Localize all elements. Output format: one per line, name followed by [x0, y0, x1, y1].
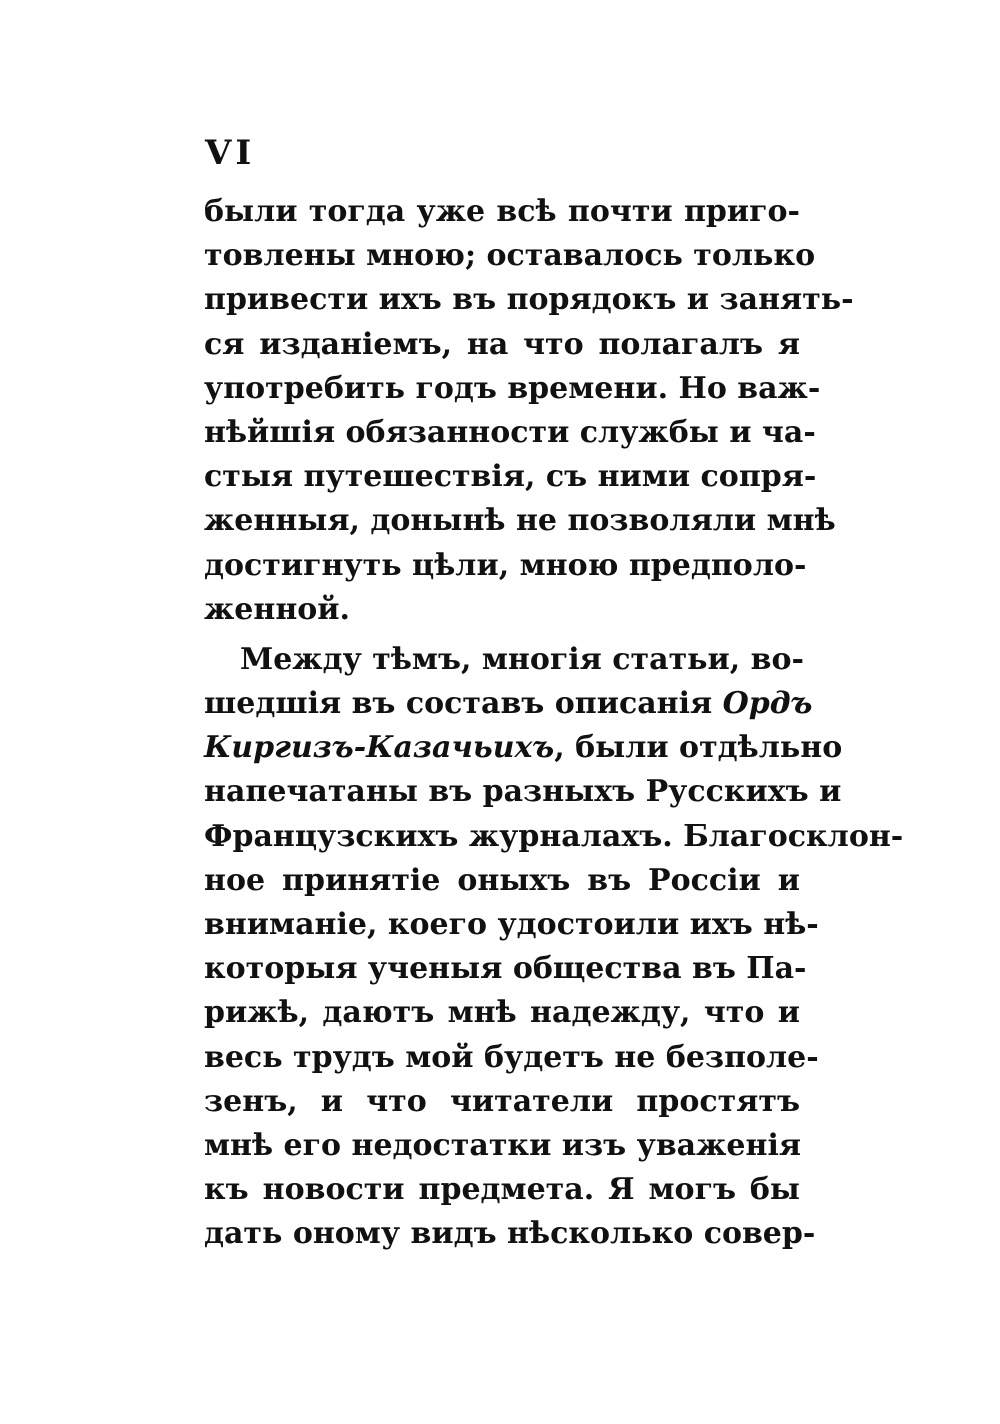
text-line: зенъ, и что читатели простятъ — [204, 1083, 800, 1119]
text-line: рижѣ, даютъ мнѣ надежду, что и — [204, 995, 800, 1031]
italic-title: Ордъ — [722, 686, 813, 722]
text-line: которыя ученыя общества въ Па- — [204, 951, 807, 987]
text-line: весь трудъ мой будетъ не безполе- — [204, 1039, 819, 1075]
text-line: ное принятіе оныхъ въ Россіи и — [204, 862, 800, 898]
text-line: женныя, донынѣ не позволяли мнѣ — [204, 503, 836, 539]
text-line: нѣйшія обязанности службы и ча- — [204, 414, 816, 450]
text-line: стыя путешествія, съ ними сопря- — [204, 459, 817, 495]
paragraph-2 — [204, 638, 904, 1257]
text-line: были тогда уже всѣ почти приго- — [204, 194, 800, 229]
paragraph-1 — [204, 190, 854, 632]
italic-title: Киргизъ-Казачьихъ — [204, 730, 555, 766]
text-line: достигнуть цѣли, мною предполо- — [204, 547, 807, 583]
text-line: Киргизъ-Казачьихъ, были отдѣльно — [204, 730, 843, 766]
text-line: дать оному видъ нѣсколько совер- — [204, 1216, 816, 1252]
text-line: вниманіе, коего удостоили ихъ нѣ- — [204, 907, 819, 942]
text-line: привести ихъ въ порядокъ и занять- — [204, 282, 854, 318]
text-line: шедшія въ составъ описанія Ордъ — [204, 686, 813, 722]
text-line: употребить годъ времени. Но важ- — [204, 370, 821, 406]
text-line: товлены мною; оставалось только — [204, 238, 816, 274]
text-line: мнѣ его недостатки изъ уваженія — [204, 1127, 802, 1163]
text-line: къ новости предмета. Я могъ бы — [204, 1172, 800, 1208]
body-text — [204, 190, 904, 1257]
text-line: Французскихъ журналахъ. Благосклон- — [204, 818, 904, 854]
page-number: VI — [205, 133, 256, 173]
text-line: напечатаны въ разныхъ Русскихъ и — [204, 774, 842, 810]
text-line: Между тѣмъ, многія статьи, во- — [240, 641, 804, 677]
text-line: ся изданіемъ, на что полагалъ я — [204, 326, 800, 362]
text-line: женной. — [204, 591, 351, 627]
